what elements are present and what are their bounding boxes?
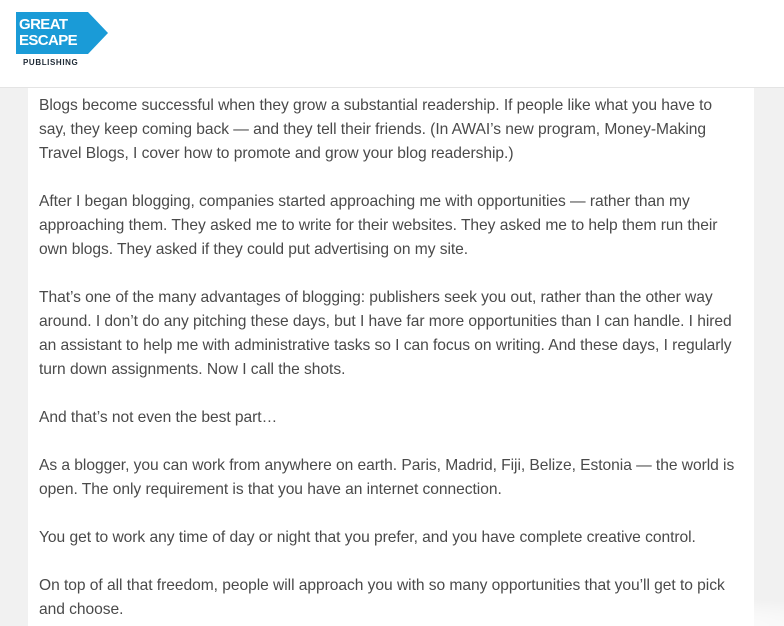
article-paragraph: As a blogger, you can work from anywhere on earth. Paris, Madrid, Fiji, Belize, Estonia — the world is open. The only requirement is that you have an internet connection. (39, 457, 735, 498)
article-paragraph: That’s one of the many advantages of blogging: publishers seek you out, rather than the other way around. I don’t do any pitching these days, but I have far more opportunities than I can handle. I hired an assistant to help me with administrative tasks so I can focus on writing. And these days, I regularly turn down assignments. Now I call the shots. (39, 289, 732, 378)
great-escape-publishing-logo[interactable] (16, 12, 108, 70)
logo-text-escape: ESCAPE (19, 32, 78, 49)
article-paragraph: Blogs become successful when they grow a substantial readership. If people like what you have to say, they keep coming back — and they tell their friends. (In AWAI’s new program, Money-Making Travel Blogs, I cover how to promote and grow your blog readership.) (39, 97, 713, 162)
site-header (0, 0, 784, 88)
logo-text-publishing: PUBLISHING (23, 58, 79, 67)
logo-text-great: GREAT (19, 16, 68, 33)
article-paragraph: You get to work any time of day or night that you prefer, and you have complete creative control. (39, 529, 696, 546)
article-paragraph: On top of all that freedom, people will approach you with so many opportunities that you’ll get to pick and choose. (39, 577, 725, 618)
article-body (28, 88, 754, 626)
article-paragraph: After I began blogging, companies started approaching me with opportunities — rather than my approaching them. They asked me to write for their websites. They asked me to help them run their own blogs. They asked if they could put advertising on my site. (39, 193, 718, 258)
article-paragraph: And that’s not even the best part… (39, 409, 278, 426)
